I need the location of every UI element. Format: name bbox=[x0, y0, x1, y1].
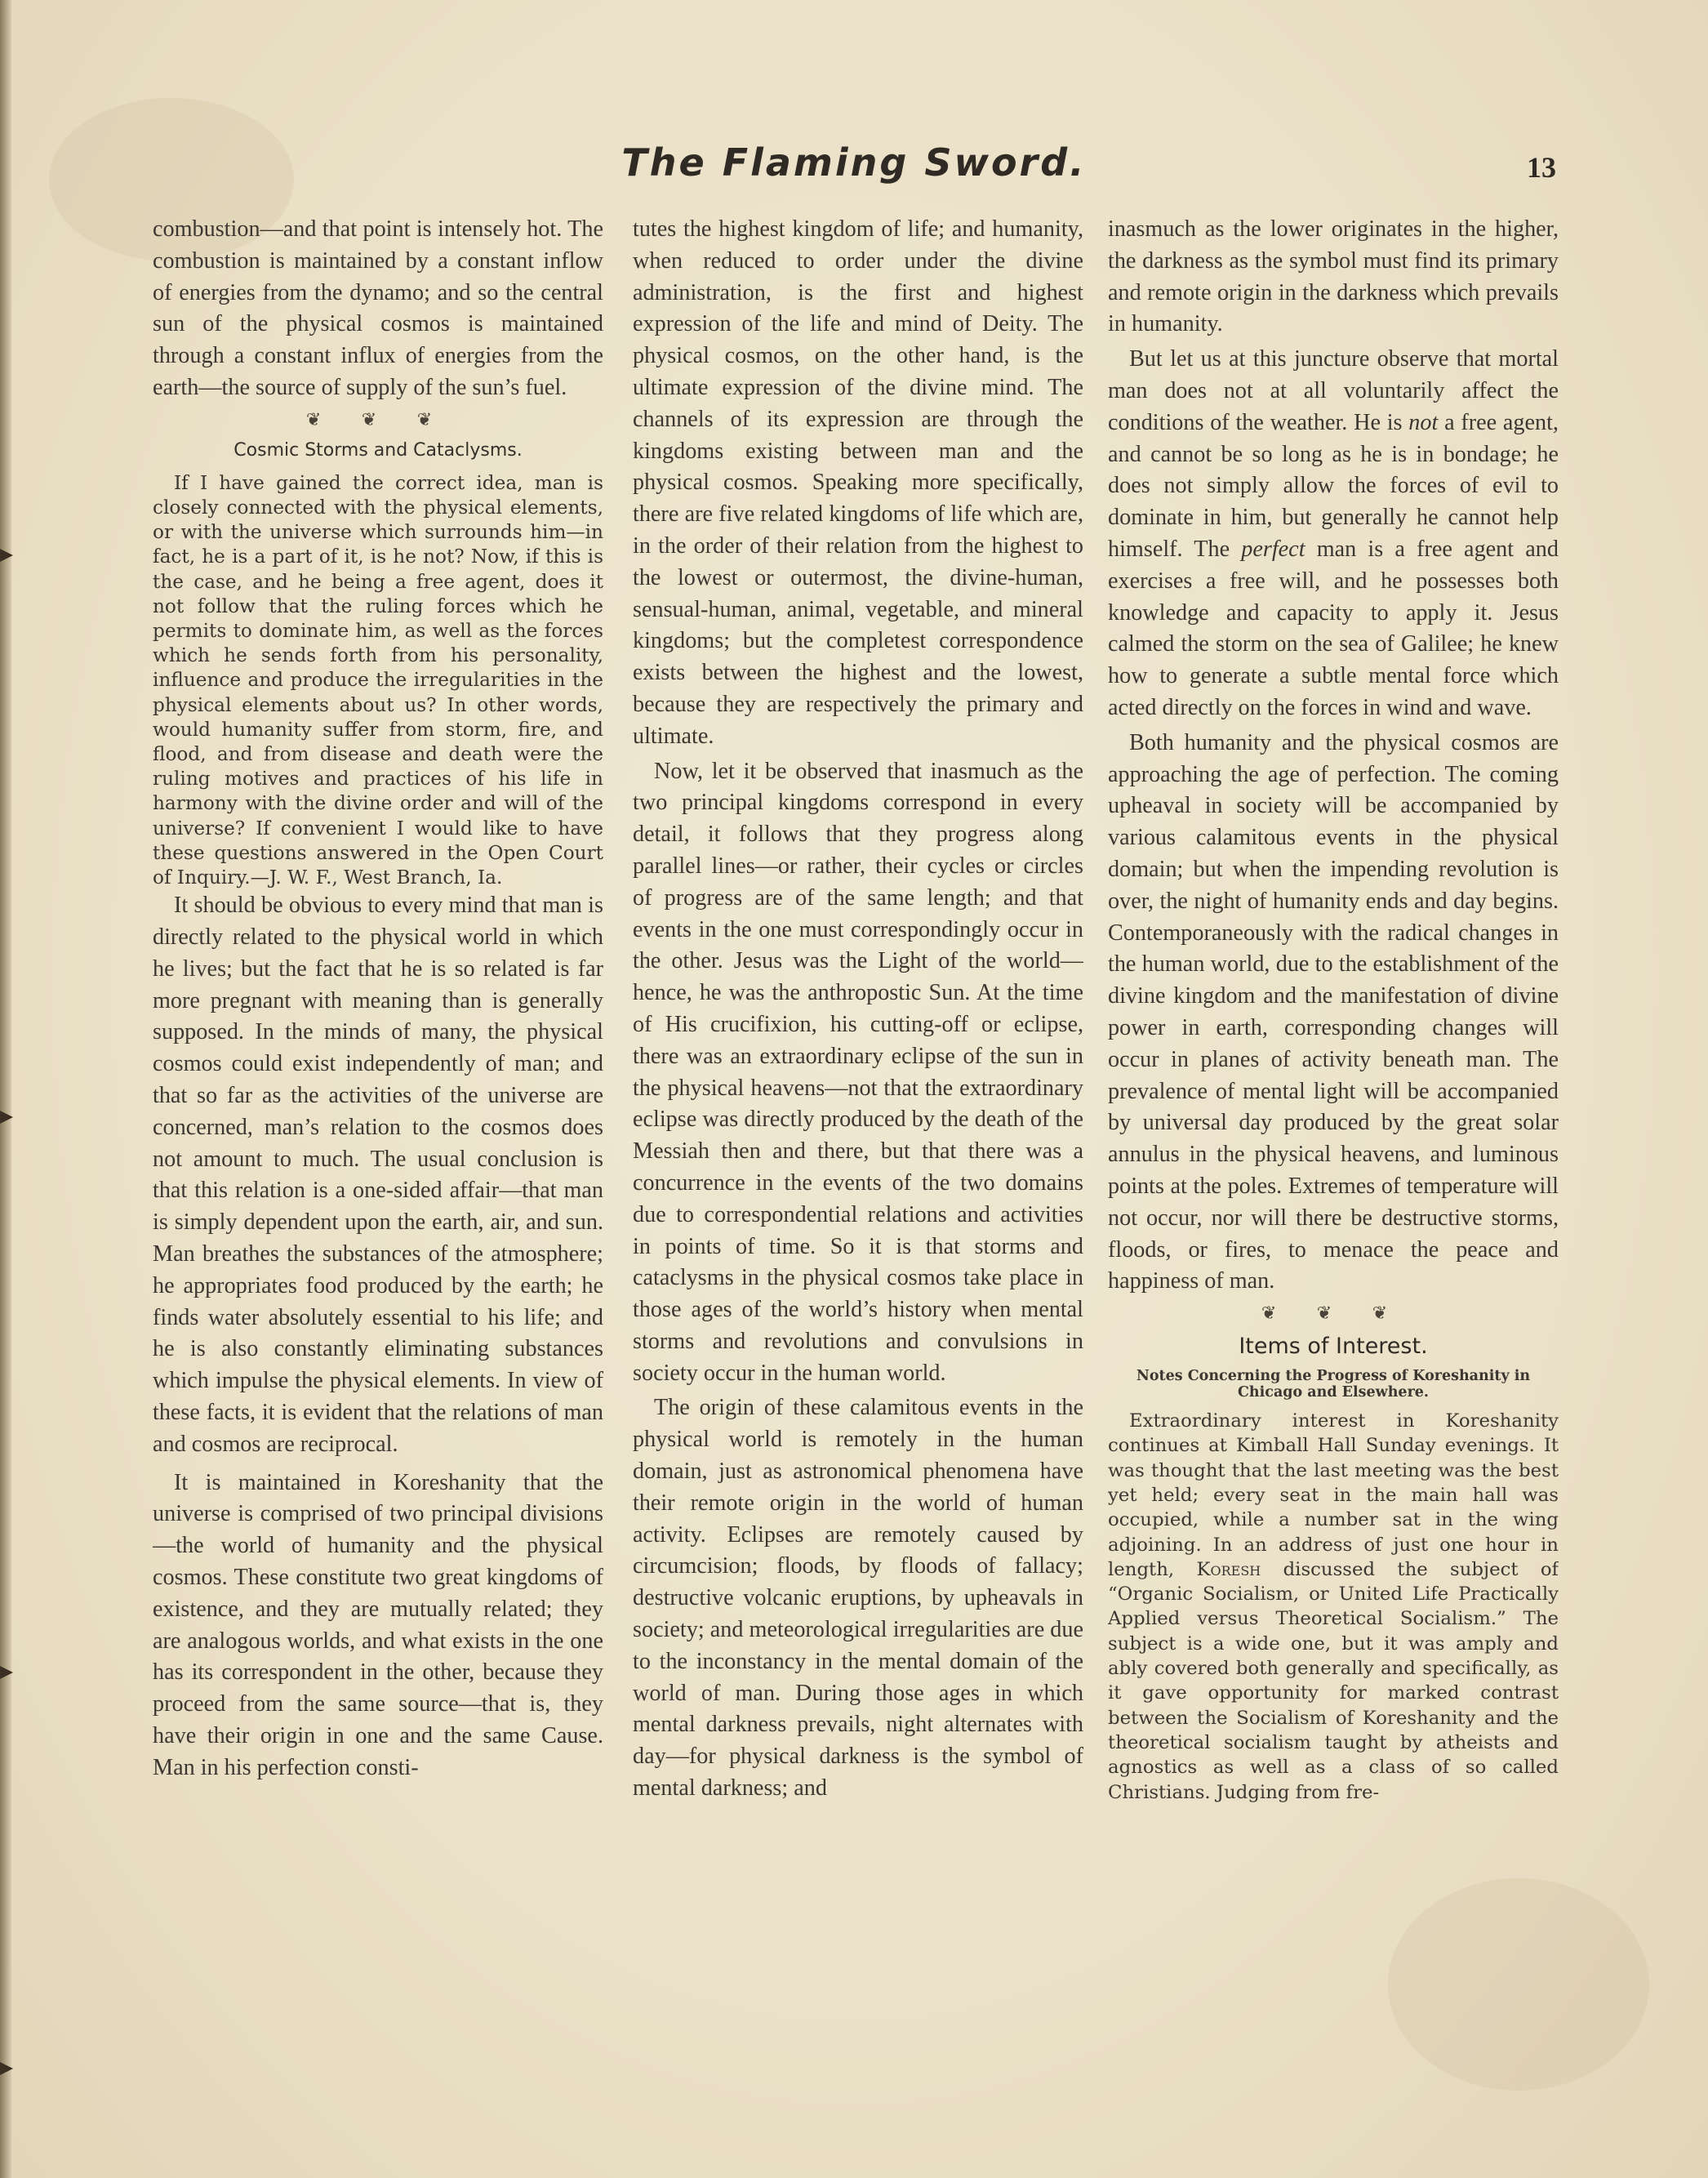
paragraph: combustion—and that point is intensely hot. The combustion is maintained by a constant inflow of energies from the dynamo; and so the central sun of the physical cosmos is maintained through a constant influx of energies from the earth—the source of supply of the sun’s fuel. bbox=[153, 216, 603, 400]
section-ornament: ❦ ❦ ❦ bbox=[305, 408, 451, 430]
paragraph bbox=[1108, 344, 1559, 724]
column-2 bbox=[633, 214, 1083, 2117]
text-run: Extraordinary interest in Koreshanity continues at Kimball Hall Sunday evenings. It was thought that the last meeting was the best yet held; every seat in the main hall was occupied, while a number sat in the wing adjoining. In an address of just one hour in length, bbox=[1108, 1410, 1559, 1580]
paragraph: Both humanity and the physical cosmos are approaching the age of perfection. The coming upheaval in society will be accompanied by various calamitous events in the physical domain; but when the impending revolution is over, the night of humanity ends and day begins. Contemporaneously with the radical changes in the human world, due to the establishment of the divine kingdom and the manifestation of divine power in earth, corresponding changes will occur in planes of activity beneath man. The prevalence of mental light will be accompanied by universal day produced by the great solar annulus in the physical heavens, and luminous points at the poles. Extremes of temperature will not occur, nor will there be destructive storms, floods, or fires, to menace the peace and happiness of man. bbox=[1108, 729, 1559, 1294]
text-run: But let us at this juncture observe that mortal man does not at all voluntarily affect the conditions of the weather. He is bbox=[1108, 346, 1559, 435]
running-header-title: The Flaming Sword. bbox=[621, 140, 1087, 185]
section-heading: Items of Interest. bbox=[1239, 1334, 1428, 1360]
reader-letter: If I have gained the correct idea, man is closely connected with the physical elements, or with the universe which surrounds him—in fact, he is a part of it, is he not? Now, if this is the case, and he being a free agent, does it not follow that the ruling forces which he permits to dominate him, as well as the forces which he sends forth from his personality, influence and produce the irregularities in the physical elements about us? In other words, would humanity suffer from storm, fire, and flood, and from disease and death were the ruling motives and practices of his life in harmony with the divine order and will of the universe? If convenient I would like to have these questions answered in the Open Court of Inquiry.—J. W. F., West Branch, Ia. bbox=[153, 471, 603, 889]
paragraph: Now, let it be observed that inasmuch as the two principal kingdoms correspond in every detail, it follows that they progress along parallel lines—or rather, their cycles or circles of progress are of the same length; and that events in the one must correspondingly occur in the other. Jesus was the Light of the world—hence, he was the anthropostic Sun. At the time of His crucifixion, his cutting-off or eclipse, there was an extraordinary eclipse of the sun in the physical heavens—not that the extraordinary eclipse was directly produced by the death of the Messiah then and there, but that there was a concurrence in the events of the two domains due to correspondential relations and activities in points of time. So it is that storms and cataclysms in the physical cosmos take place in those ages of the world’s history when mental storms and revolutions and convulsions in society occur in the human world. bbox=[633, 758, 1083, 1386]
section-heading: Cosmic Storms and Cataclysms. bbox=[234, 439, 523, 461]
page-number: 13 bbox=[1527, 151, 1556, 184]
paragraph: It should be obvious to every mind that man is directly related to the physical world in which he lives; but the fact that he is so related is far more pregnant with meaning than is generally supposed. In the minds of many, the physical cosmos could exist independently of man; and that so far as the activities of the universe are concerned, man’s relation to the cosmos does not amount to much. The usual conclusion is that this relation is a one-sided affair—that man is simply dependent upon the earth, air, and sun. Man breathes the substances of the atmosphere; he appropriates food produced by the earth; he finds water absolutely essential to his life; and he is also constantly eliminating substances which impulse the physical elements. In view of these facts, it is evident that the relations of man and cosmos are reciprocal. bbox=[153, 893, 603, 1457]
paragraph: The origin of these calamitous events in the physical world is remotely in the human domain, just as astronomical phenomena have their remote origin in the world of human activity. Eclipses are remotely caused by circumcision; floods, by floods of fallacy; destructive volcanic eruptions, by upheavals in society; and meteorological irregularities are due to the inconstancy in the mental domain of the world of man. During those ages in which mental darkness prevails, night alternates with day—for physical darkness is the symbol of mental darkness; and bbox=[633, 1395, 1083, 1802]
paragraph: inasmuch as the lower originates in the higher, the darkness as the symbol must find its primary and remote origin in the darkness which prevails in humanity. bbox=[1108, 216, 1559, 337]
paragraph: tutes the highest kingdom of life; and humanity, when reduced to order under the divine administration, is the first and highest expression of the life and mind of Deity. The physical cosmos, on the other hand, is the ultimate expression of the divine mind. The channels of its expression are through the kingdoms existing between man and the physical cosmos. Speaking more specifically, there are five related kingdoms of life which are, in the order of their relation from the highest to the lowest or outermost, the divine-human, sensual-human, animal, vegetable, and mineral kingdoms; but the completest correspondence exists between the highest and the lowest, because they are respectively the primary and ultimate. bbox=[633, 216, 1083, 749]
section-subheading: Notes Concerning the Progress of Koreshanity in Chicago and Elsewhere. bbox=[1136, 1368, 1531, 1401]
text-run: discussed the subject of “Organic Socialism, or United Life Practically Applied versus Theoretical Socialism.” The subject is a wide one, but it was amply and ably covered both generally and specifically, as it gave opportunity for marked contrast between the Socialism of Koreshanity and the theoretical socialism taught by atheists and agnostics as well as a class of so called Christians. Judging from fre- bbox=[1108, 1558, 1559, 1803]
text-run: a free agent, and cannot be so long as he is in bondage; he does not simply allow the forces of evil to dominate in him, but generally he cannot help himself. The bbox=[1108, 409, 1559, 562]
paragraph: It is maintained in Koreshanity that the universe is comprised of two principal divisions—the world of humanity and the physical cosmos. These constitute two great kingdoms of existence, and they are mutually related; they are analogous worlds, and what exists in the one has its correspondent in the other, because they proceed from the same source—that is, they have their origin in one and the same Cause. Man in his perfection consti- bbox=[153, 1469, 603, 1780]
emphasis: perfect bbox=[1241, 536, 1305, 562]
column-1 bbox=[153, 214, 603, 2117]
section-ornament: ❦ ❦ ❦ bbox=[1261, 1303, 1406, 1324]
paragraph bbox=[1108, 1409, 1559, 1805]
text-run: man is a free agent and exercises a free will, and he possesses both knowledge and capacity to apply it. Jesus calmed the storm on the sea of Galilee; he knew how to generate a subtle mental force which acted directly on the forces in wind and wave. bbox=[1108, 536, 1559, 720]
author-name: Koresh bbox=[1196, 1558, 1261, 1580]
column-3 bbox=[1108, 214, 1559, 2117]
binding-edge bbox=[0, 0, 11, 2178]
emphasis: not bbox=[1408, 409, 1439, 435]
